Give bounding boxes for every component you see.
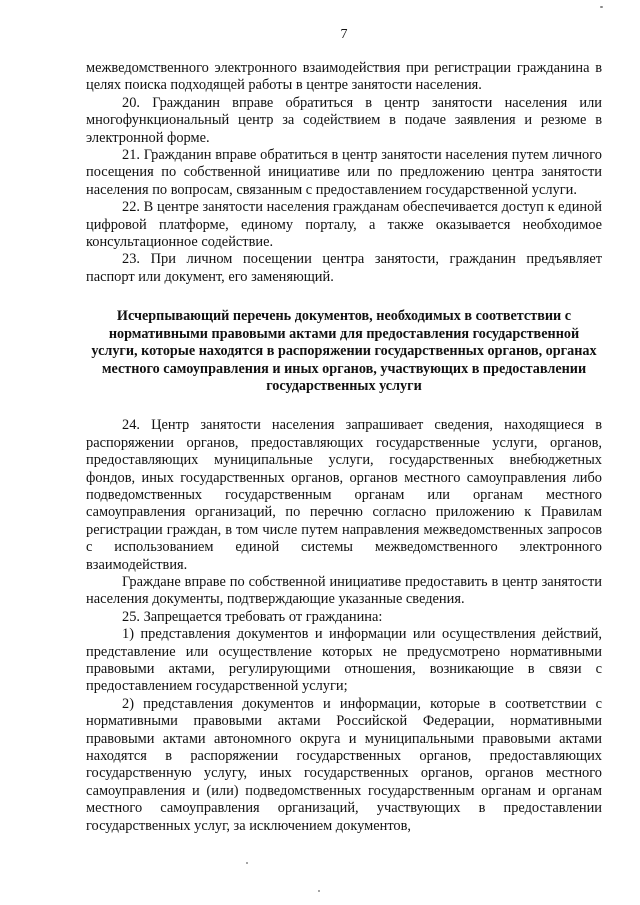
paragraph-20: 20. Гражданин вправе обратиться в центр занятости населения или многофункциональный центр за содействием в подаче заявления и резюме в электронной форме. [86, 94, 602, 146]
paragraph-continuation: межведомственного электронного взаимодействия при регистрации гражданина в целях поиска подходящей работы в центре занятости населения. [86, 60, 602, 94]
paragraph-24: 24. Центр занятости населения запрашивает сведения, находящиеся в распоряжении органов, предоставляющих государственные услуги, органов, предоставляющих муниципальные услуги, государственных внебюджетных фондов, иных государственных органов, органов местного самоуправления либо подведомственных государственным органам или органам местного самоуправления организаций, по перечню согласно приложению к Правилам регистрации граждан, в том числе путем направления межведомственных запросов с использованием единой системы межведомственного электронного взаимодействия. [86, 417, 602, 573]
paragraph-23: 23. При личном посещении центра занятости, гражданин предъявляет паспорт или документ, его заменяющий. [86, 251, 602, 285]
scan-speck [246, 862, 248, 864]
page-number: 7 [340, 27, 348, 42]
paragraph-citizens-right: Граждане вправе по собственной инициативе предоставить в центр занятости населения документы, подтверждающие указанные сведения. [86, 573, 602, 608]
paragraph-21: 21. Гражданин вправе обратиться в центр занятости населения путем личного посещения по собственной инициативе или по предложению центра занятости населения по вопросам, связанным с предоставлением государственной услуги. [86, 147, 602, 198]
paragraph-25: 25. Запрещается требовать от гражданина: [122, 608, 383, 625]
scan-speck [600, 6, 603, 8]
paragraph-25-item-1: 1) представления документов и информации или осуществления действий, представление или осуществление которых не предусмотрено нормативными правовыми актами, регулирующими отношения, возникающие в связи с предоставлением государственной услуги; [86, 626, 602, 695]
paragraphs-bottom [86, 417, 602, 835]
scan-speck [318, 890, 320, 892]
paragraphs-top [86, 60, 602, 286]
paragraph-22: 22. В центре занятости населения гражданам обеспечивается доступ к единой цифровой платформе, единому порталу, а также оказывается необходимое консультационное содействие. [86, 199, 602, 251]
section-heading: Исчерпывающий перечень документов, необходимых в соответствии с нормативными правовыми актами для предоставления государственной услуги, которые находятся в распоряжении государственных органов, органах местного самоуправления и иных органов, участвующих в предоставлении государственных услуги [91, 308, 597, 394]
paragraph-25-item-2: 2) представления документов и информации, которые в соответствии с нормативными правовыми актами Российской Федерации, нормативными правовыми актами автономного округа и муниципальными правовыми актами находятся в распоряжении государственных органов, предоставляющих государственную услугу, иных государственных органов, органов местного самоуправления и (или) подведомственных государственным органам и органам местного самоуправления организаций, участвующих в предоставлении государственных услуг, за исключением документов, [86, 695, 602, 834]
